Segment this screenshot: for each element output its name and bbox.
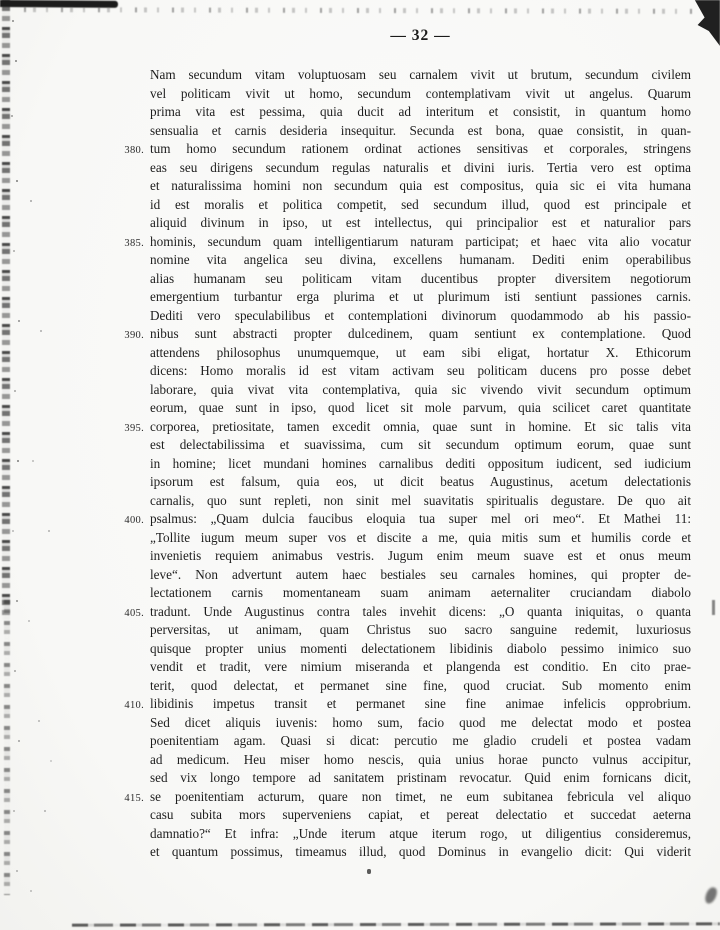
text-line [98, 529, 691, 548]
line-text: perversitas, ut animam, quam Christus suo sacro sanguine redemit, luxuriosus [150, 622, 691, 637]
text-line [98, 473, 691, 492]
line-text: vel politicam vivit ut homo, secundum contemplativam vivit ut angelus. Quarum [150, 85, 691, 101]
text-line [98, 251, 691, 270]
text-line [98, 270, 691, 289]
line-text: Nam secundum vitam voluptuosam seu carnalem vivit ut brutum, secundum civilem [150, 67, 691, 82]
text-line [98, 825, 691, 844]
text-line [98, 603, 691, 622]
line-text: attendens philosophus unumquemque, ut eam sibi eligat, hortatur X. Ethicorum [150, 344, 691, 360]
line-text: casu subita mors superveniens capiat, et pereat delectatio et succedat aeterna [150, 807, 691, 822]
line-text: et quantum possimus, timeamus illud, quod Dominus in evangelio dicit: Qui viderit [150, 844, 691, 859]
text-line [98, 677, 691, 696]
text-line [98, 307, 691, 326]
text-line [98, 769, 691, 788]
text-line [98, 381, 691, 400]
line-text: aliquid divinum in ipso, ut est intellectus, qui principalior est et naturalior pars [150, 215, 691, 230]
text-line [98, 159, 691, 178]
line-text: tradunt. Unde Augustinus contra tales invehit dicens: „O quanta iniquitas, o quanta [150, 603, 691, 619]
line-number: 390. [124, 330, 144, 341]
line-text: dicens: Homo moralis id est vitam activam seu politicam ducens pro posse debet [150, 363, 691, 378]
scan-artifact-left-edge [2, 0, 10, 620]
text-line [98, 325, 691, 344]
line-text: nomine vita angelica seu divina, excellens humanam. Dediti enim operabilibus [150, 252, 691, 267]
line-text: sed vix longo tempore ad sanitatem pristinam revocatur. Quid enim fornicans dicit, [150, 770, 691, 785]
line-text: libidinis impetus transit et permanet sine fine animae infelicis opprobrium. [150, 696, 691, 711]
line-number: 405. [124, 607, 144, 619]
scan-artifact-top-speckle [24, 7, 696, 14]
scan-artifact-top-left-bar [0, 0, 118, 8]
scan-artifact-right-tick [712, 600, 715, 615]
text-line [98, 122, 691, 141]
line-text: damnatio?“ Et infra: „Unde iterum atque iterum rogo, ut diligentius consideremus, [150, 825, 691, 841]
body-text [98, 66, 691, 862]
text-line [98, 214, 691, 233]
text-line [98, 732, 691, 751]
text-line [98, 547, 691, 566]
text-line [98, 66, 691, 85]
scan-artifact-top-right-blob [692, 0, 720, 50]
line-text: prima vita est pessima, quia ducit ad interitum et consistit, in quantum homo [150, 104, 691, 119]
text-line [98, 140, 691, 159]
line-text: eas seu dirigens secundum regulas naturalis et divini iuris. Tertia vero est optima [150, 159, 691, 175]
text-line [98, 196, 691, 215]
line-text: in homine; licet mundani homines carnalibus dediti oppositum iudicent, sed iudicium [150, 455, 691, 471]
line-text: emergentium turbantur erga plurima et ut plurimum isti sentiunt passiones carnis. [150, 289, 691, 304]
line-text: sensualia et carnis desideria insequitur. Secunda est bona, quae consistit, in quan- [150, 122, 691, 138]
text-line [98, 436, 691, 455]
scan-artifact-margin-dots [30, 200, 32, 202]
line-text: alias humanam seu politicam vitam ducentibus propter diversitem negotiorum [150, 270, 691, 286]
scan-artifact-left-speckle [12, 20, 14, 22]
line-text: leve“. Non advertunt autem haec bestiales seu carnales homines, qui propter de- [150, 566, 691, 582]
line-number: 415. [124, 792, 144, 804]
text-line [98, 621, 691, 640]
line-number: 395. [124, 422, 144, 434]
line-text: ad medicum. Heu miser homo nescis, quia unius horae puncto vulnus accipitur, [150, 751, 691, 767]
line-text: psalmus: „Quam dulcia faucibus eloquia tua super mel ori meo“. Et Mathei 11: [150, 511, 691, 526]
text-line [98, 177, 691, 196]
scan-artifact-left-edge-lower [4, 600, 10, 895]
text-line [98, 695, 691, 714]
text-line [98, 103, 691, 122]
line-text: hominis, secundum quam intelligentiarum naturam participat; et haec vita alio vocatur [150, 233, 691, 249]
text-line [98, 288, 691, 307]
text-line [98, 233, 691, 252]
scan-artifact-bottom-edge [72, 922, 720, 926]
line-text: Dediti vero speculabilibus et contemplationi divinorum quodammodo ab his passio- [150, 307, 691, 323]
text-line [98, 492, 691, 511]
line-number: 400. [124, 515, 144, 526]
line-text: vendit et tradit, vere nimium miseranda et plangenda est conditio. En cito prae- [150, 659, 691, 674]
text-line [98, 344, 691, 363]
text-line [98, 658, 691, 677]
line-text: eorum, quae sunt in ipso, quod licet sit mole parvum, quia scilicet caret quantitate [150, 400, 691, 415]
line-text: ipsorum est falsum, quia eos, ut dicit beatus Augustinus, acetum delectationis [150, 474, 691, 489]
line-text: corporea, pretiositate, tamen excedit omnia, quae sunt in homine. Et sic talis vita [150, 418, 691, 434]
text-line [98, 455, 691, 474]
text-line [98, 751, 691, 770]
line-text: „Tollite iugum meum super vos et discite a me, quia mitis sum et humilis corde et [150, 529, 691, 545]
text-line [98, 510, 691, 529]
text-line [98, 806, 691, 825]
text-line [98, 584, 691, 603]
line-text: tum homo secundum rationem ordinat actiones sensitivas et corporales, stringens [150, 141, 691, 156]
line-text: lectationem carnis momentaneam suam animam aeternaliter cruciandam diabolo [150, 585, 691, 600]
text-line [98, 714, 691, 733]
scan-artifact-footnote-mark [367, 869, 371, 874]
text-line [98, 566, 691, 585]
scan-artifact-right-smudge [703, 886, 718, 905]
line-text: laborare, quia vivat vita contemplativa, quia sic vivendo vivit secundum optimum [150, 381, 691, 397]
page-number: — 32 — [390, 27, 451, 44]
line-text: terit, quod delectat, et permanet sine fine, quod cruciat. Sub momento enim [150, 677, 691, 693]
line-number: 410. [124, 700, 144, 711]
line-text: carnalis, quo sunt repleti, non sinit mel suavitatis spiritualis degustare. De quo ait [150, 492, 691, 508]
line-text: nibus sunt abstracti propter dulcedinem, quam sentiunt ex contemplatione. Quod [150, 326, 691, 341]
line-text: quisque propter unius momenti delectationem libidinis diabolo pessimo inimico suo [150, 640, 691, 656]
text-line [98, 362, 691, 381]
line-text: poenitentiam agam. Quasi si dicat: percutio me gladio crudeli et postea vadam [150, 733, 691, 748]
line-text: et naturalissima homini non secundum quia est compositus, quia sic ei vita humana [150, 178, 691, 193]
text-line [98, 788, 691, 807]
line-text: se poenitentiam acturum, quare non timet, ne eum subitanea febricula vel aliquo [150, 788, 691, 804]
line-text: Sed dicet aliquis iuvenis: homo sum, facio quod me delectat modo et postea [150, 714, 691, 730]
line-number: 380. [124, 145, 144, 156]
text-line [98, 418, 691, 437]
line-text: est delectabilissima et suavissima, cum sit secundum optimum eorum, quae sunt [150, 437, 691, 452]
text-line [98, 85, 691, 104]
line-text: id est moralis et politica competit, sed secundum illud, quod est principale et [150, 196, 691, 212]
line-text: invenietis requiem animabus vestris. Jugum enim meum suave est et onus meum [150, 548, 691, 563]
text-line [98, 640, 691, 659]
text-line [98, 843, 691, 862]
line-number: 385. [124, 237, 144, 249]
text-line [98, 399, 691, 418]
